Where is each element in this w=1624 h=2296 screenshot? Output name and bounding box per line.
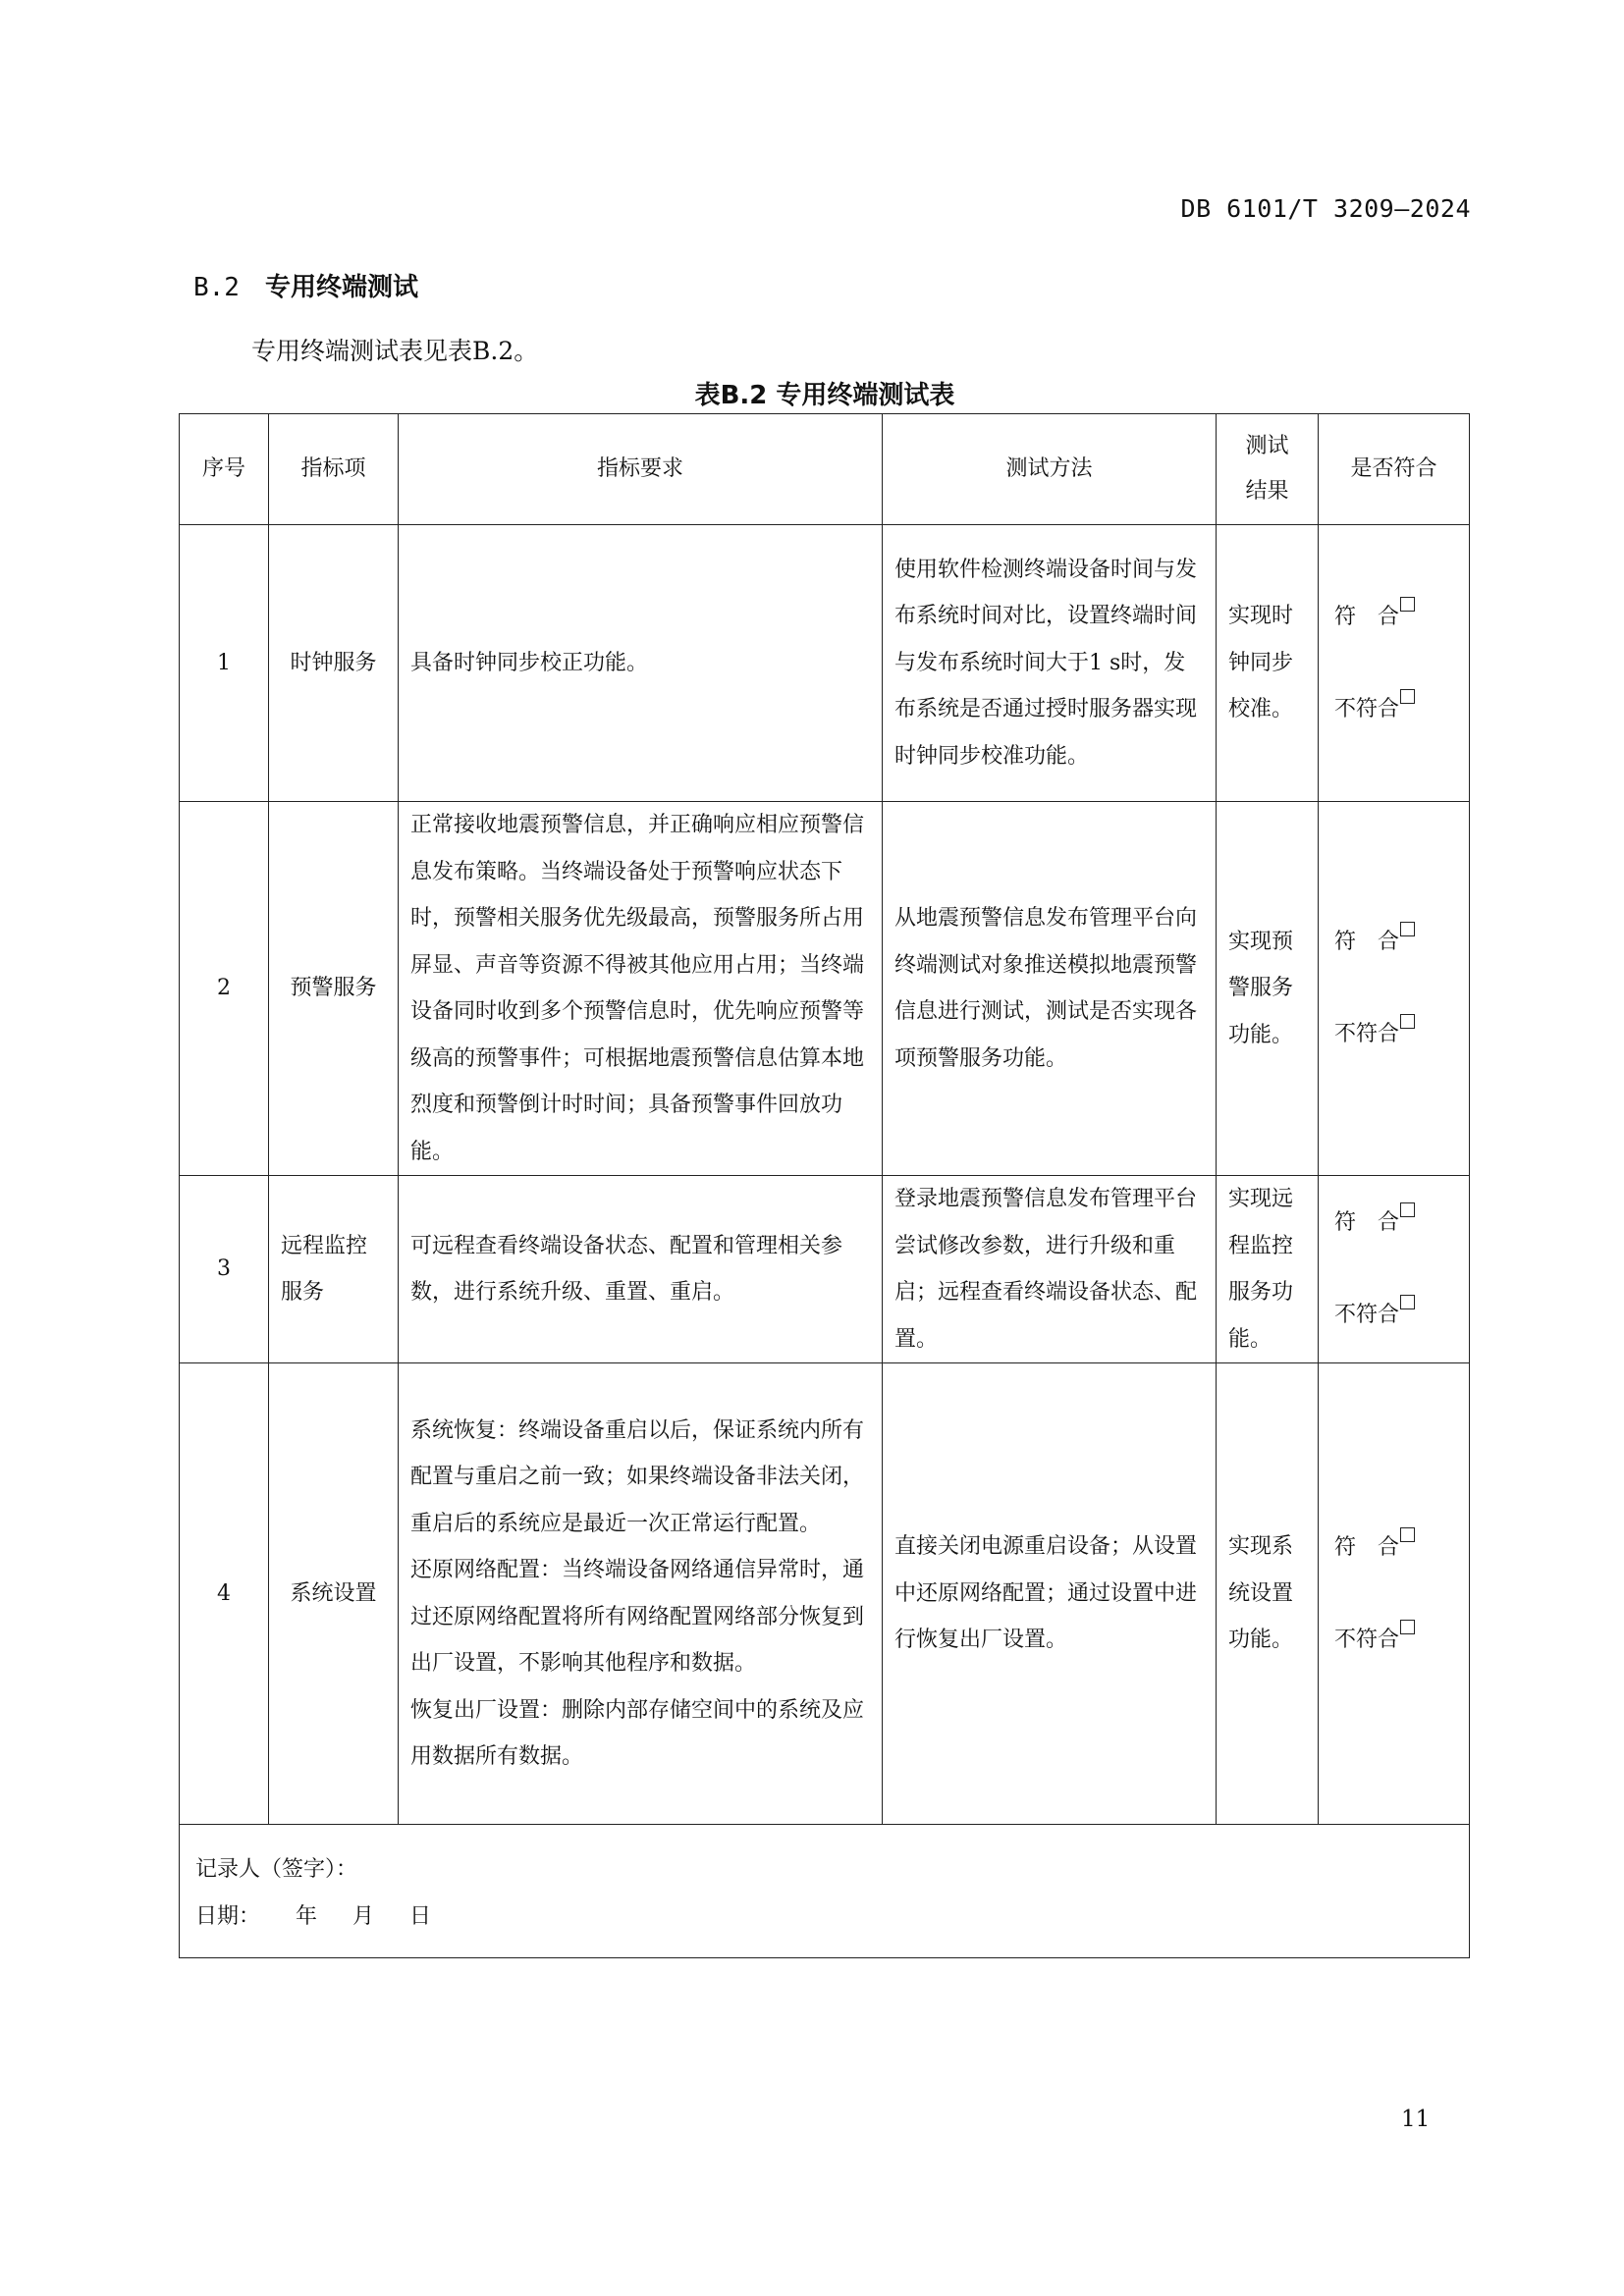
table-row <box>180 1363 1470 1825</box>
cell-seq: 2 <box>180 802 269 1176</box>
cell-method: 使用软件检测终端设备时间与发布系统时间对比，设置终端时间与发布系统时间大于1 s时，发布系统是否通过授时服务器实现时钟同步校准功能。 <box>883 525 1217 802</box>
section-heading <box>193 267 418 303</box>
signature-cell <box>180 1825 1470 1958</box>
table-header-row <box>180 414 1470 525</box>
date-day: 日 <box>409 1904 432 1929</box>
document-code: DB 6101/T 3209—2024 <box>1180 194 1471 223</box>
table-row <box>180 1176 1470 1363</box>
header-requirement: 指标要求 <box>399 414 883 525</box>
cell-requirement: 可远程查看终端设备状态、配置和管理相关参数，进行系统升级、重置、重启。 <box>399 1176 883 1363</box>
checkbox-conform[interactable] <box>1400 597 1415 612</box>
cell-conform: 符 合 不符合 <box>1319 802 1470 1176</box>
checkbox-conform[interactable] <box>1400 1202 1415 1217</box>
section-title: 专用终端测试 <box>264 273 418 302</box>
header-item: 指标项 <box>269 414 399 525</box>
header-seq: 序号 <box>180 414 269 525</box>
checkbox-conform[interactable] <box>1400 1527 1415 1542</box>
cell-conform: 符 合 不符合 <box>1319 525 1470 802</box>
cell-item: 预警服务 <box>269 802 399 1176</box>
checkbox-nonconform[interactable] <box>1400 1295 1415 1309</box>
date-line <box>195 1894 1453 1941</box>
cell-requirement: 系统恢复：终端设备重启以后，保证系统内所有配置与重启之前一致；如果终端设备非法关闭，重启后的系统应是最近一次正常运行配置。 还原网络配置：当终端设备网络通信异常时，通过还原网络配置将所有网络配置网络部分恢复到出厂设置，不影响其他程序和数据。 恢复出厂设置：删除内部存储空间中的系统及应用数据所有数据。 <box>399 1363 883 1825</box>
cell-seq: 3 <box>180 1176 269 1363</box>
table-row <box>180 525 1470 802</box>
checkbox-nonconform[interactable] <box>1400 689 1415 704</box>
cell-requirement: 具备时钟同步校正功能。 <box>399 525 883 802</box>
date-month: 月 <box>352 1904 375 1929</box>
cell-result: 实现预警服务功能。 <box>1217 802 1319 1176</box>
date-year: 年 <box>296 1904 318 1929</box>
signature-row <box>180 1825 1470 1958</box>
section-intro: 专用终端测试表见表B.2。 <box>251 337 539 365</box>
cell-item: 远程监控服务 <box>269 1176 399 1363</box>
terminal-test-table <box>179 413 1470 1958</box>
cell-conform: 符 合 不符合 <box>1319 1176 1470 1363</box>
cell-method: 直接关闭电源重启设备；从设置中还原网络配置；通过设置中进行恢复出厂设置。 <box>883 1363 1217 1825</box>
cell-result: 实现远程监控服务功能。 <box>1217 1176 1319 1363</box>
page-number: 11 <box>1401 2107 1431 2132</box>
section-number: B.2 <box>193 273 240 302</box>
cell-conform: 符 合 不符合 <box>1319 1363 1470 1825</box>
cell-seq: 4 <box>180 1363 269 1825</box>
checkbox-nonconform[interactable] <box>1400 1014 1415 1029</box>
table-row <box>180 802 1470 1176</box>
header-conform: 是否符合 <box>1319 414 1470 525</box>
cell-method: 登录地震预警信息发布管理平台尝试修改参数，进行升级和重启；远程查看终端设备状态、配置。 <box>883 1176 1217 1363</box>
checkbox-conform[interactable] <box>1400 922 1415 936</box>
cell-requirement: 正常接收地震预警信息，并正确响应相应预警信息发布策略。当终端设备处于预警响应状态下时，预警相关服务优先级最高，预警服务所占用屏显、声音等资源不得被其他应用占用；当终端设备同时收到多个预警信息时，优先响应预警等级高的预警事件；可根据地震预警信息估算本地烈度和预警倒计时时间；具备预警事件回放功能。 <box>399 802 883 1176</box>
cell-seq: 1 <box>180 525 269 802</box>
header-method: 测试方法 <box>883 414 1217 525</box>
checkbox-nonconform[interactable] <box>1400 1620 1415 1634</box>
cell-method: 从地震预警信息发布管理平台向终端测试对象推送模拟地震预警信息进行测试，测试是否实现各项预警服务功能。 <box>883 802 1217 1176</box>
date-label: 日期： <box>195 1904 261 1929</box>
cell-item: 系统设置 <box>269 1363 399 1825</box>
cell-result: 实现时钟同步校准。 <box>1217 525 1319 802</box>
cell-result: 实现系统设置功能。 <box>1217 1363 1319 1825</box>
cell-item: 时钟服务 <box>269 525 399 802</box>
recorder-signature-label: 记录人（签字）： <box>195 1857 358 1882</box>
table-caption: 表B.2 专用终端测试表 <box>694 381 955 410</box>
header-result: 测试 结果 <box>1217 414 1319 525</box>
